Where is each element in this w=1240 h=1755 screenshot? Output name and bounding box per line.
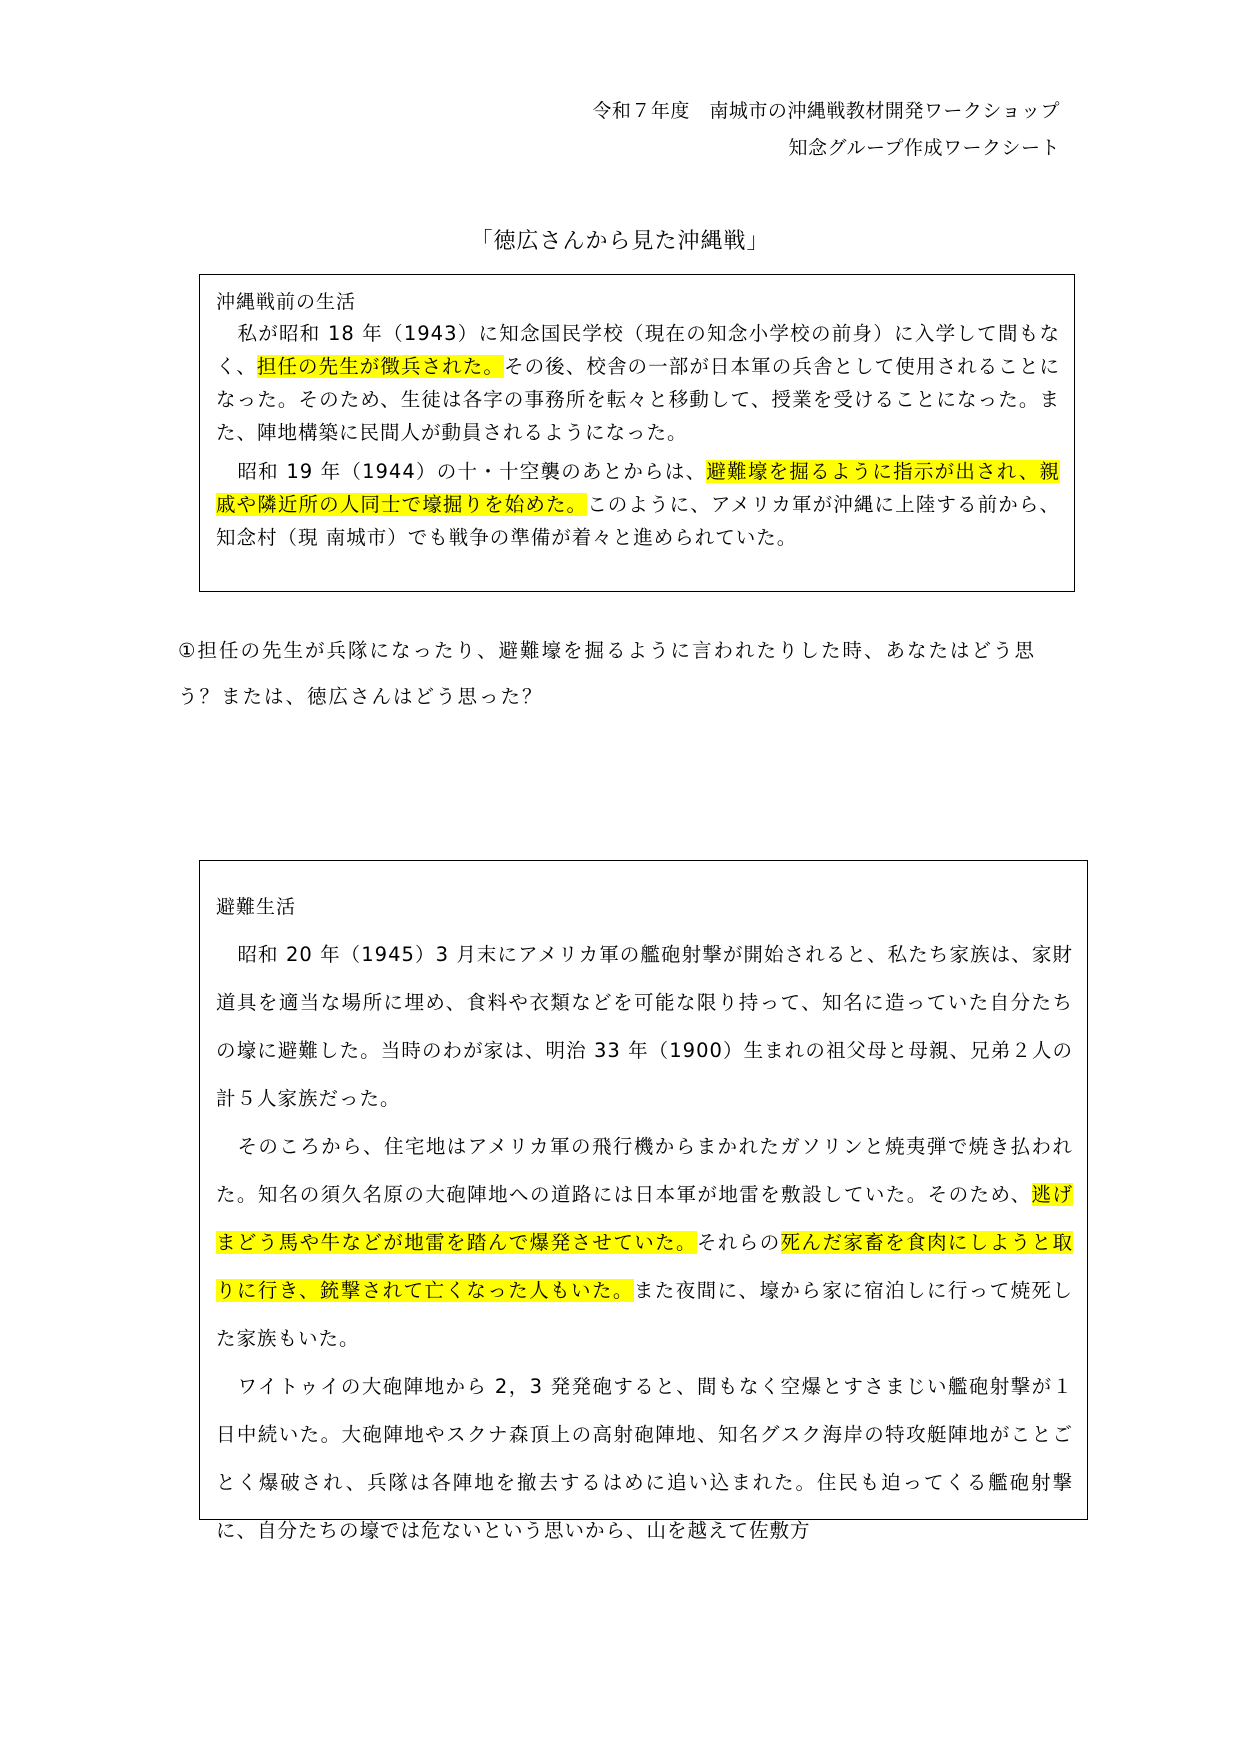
text-segment: このように、アメリカ軍が沖縄に上陸する前から、知念村（現 南城市）でも戦争の準備が着々と進められていた。 <box>216 493 1060 549</box>
text-segment: そのころから、住宅地はアメリカ軍の飛行機からまかれたガソリンと焼夷弾で焼き払われた。知名の須久名原の大砲陣地への道路には日本軍が地雷を敷設していた。そのため、 <box>216 1135 1073 1206</box>
paragraph-evacuation-3: ワイトゥイの大砲陣地から 2，3 発発砲すると、間もなく空爆とすさまじい艦砲射撃が１日中続いた。大砲陣地やスクナ森頂上の高射砲陣地、知名グスク海岸の特攻艇陣地がことごとく爆破され、兵隊は各陣地を撤去するはめに追い込まれた。住民も迫ってくる艦砲射撃に、自分たちの壕では危ないという思いから、山を越えて佐敷方 <box>216 1375 1073 1542</box>
header-line-group: 知念グループ作成ワークシート <box>788 137 1060 159</box>
section-heading-prewar: 沖縄戦前の生活 <box>216 291 357 313</box>
question-1: ①担任の先生が兵隊になったり、避難壕を掘るように言われたりした時、あなたはどう思う？または、徳広さんはどう思った？ <box>178 639 1036 708</box>
section-evacuation-life <box>199 860 1088 1542</box>
highlighted-text: 避難壕を掘るように指示が出され、親戚や隣近所の人同士で壕掘りを始めた。 <box>216 460 1061 516</box>
section-prewar-life <box>199 274 1075 592</box>
highlighted-text: 担任の先生が徴兵された。 <box>256 355 504 378</box>
text-segment: その後、校舎の一部が日本軍の兵舎として使用されることになった。そのため、生徒は各字の事務所を転々と移動して、授業を受けることになった。また、陣地構築に民間人が動員されるようになった。 <box>216 355 1060 444</box>
text-segment: 昭和 19 年（1944）の十・十空襲のあとからは、 <box>237 460 707 483</box>
paragraph-prewar-2 <box>216 455 1060 554</box>
text-segment: それらの <box>696 1231 781 1254</box>
text-segment: 私が昭和 18 年（1943）に知念国民学校（現在の知念小学校の前身）に入学して間もなく、 <box>216 322 1060 378</box>
highlighted-text: 死んだ家畜を食肉にしようと取りに行き、銃撃されて亡くなった人もいた。 <box>216 1231 1073 1302</box>
paragraph-evacuation-1: 昭和 20 年（1945）3 月末にアメリカ軍の艦砲射撃が開始されると、私たち家族は、家財道具を適当な場所に埋め、食料や衣類などを可能な限り持って、知名に造っていた自分たちの壕に避難した。当時のわが家は、明治 33 年（1900）生まれの祖父母と母親、兄弟２人の計５人家族だった。 <box>216 943 1073 1110</box>
header-line-workshop: 令和７年度 南城市の沖縄戦教材開発ワークショップ <box>592 100 1060 122</box>
paragraph-prewar-1 <box>216 317 1060 449</box>
highlighted-text: 逃げまどう馬や牛などが地雷を踏んで爆発させていた。 <box>216 1183 1073 1254</box>
text-segment: また夜間に、壕から家に宿泊しに行って焼死した家族もいた。 <box>216 1279 1073 1350</box>
page-title: 「徳広さんから見た沖縄戦」 <box>470 229 770 254</box>
section-heading-evacuation: 避難生活 <box>216 896 297 918</box>
paragraph-evacuation-2 <box>216 1123 1073 1363</box>
